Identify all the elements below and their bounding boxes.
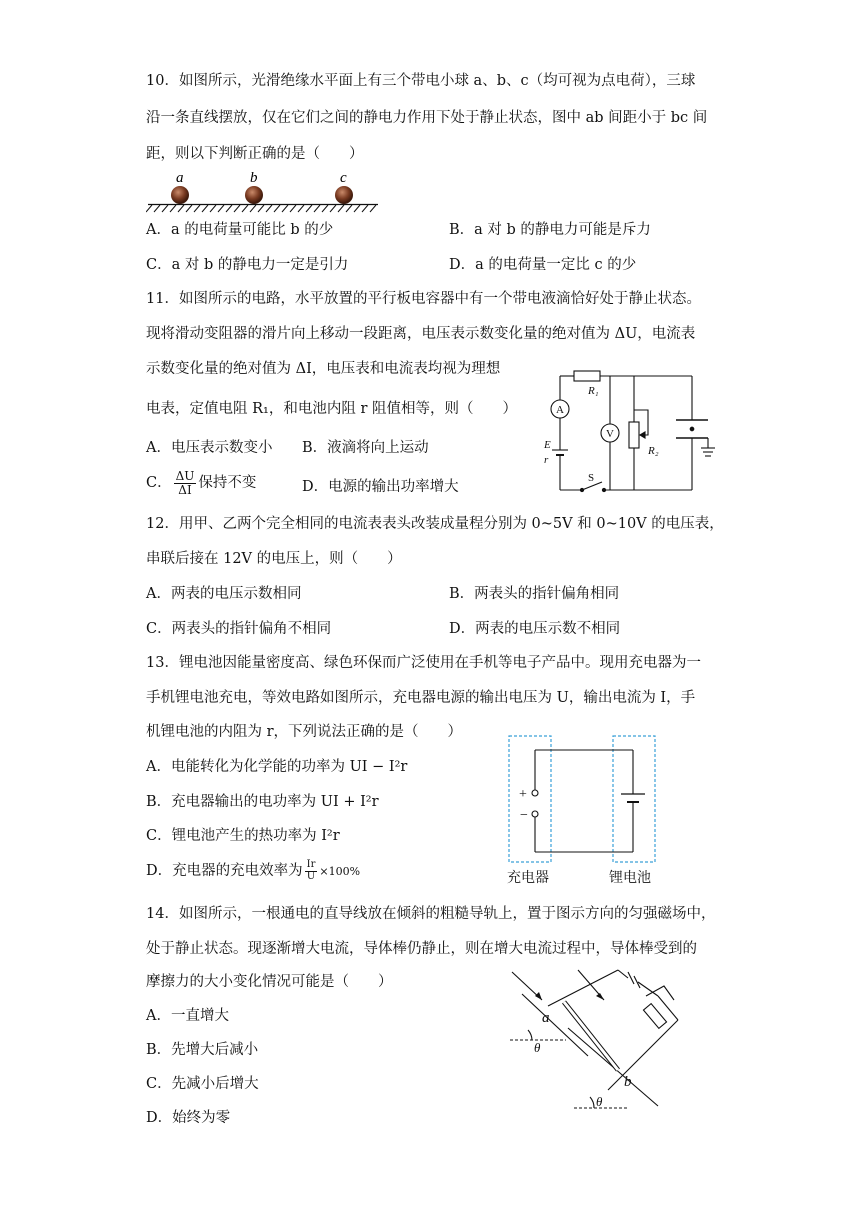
q10-stem-3: 距，则以下判断正确的是（ ） [146, 146, 364, 162]
battery-dashed-box [613, 736, 655, 862]
label-emf: E [544, 439, 551, 451]
label-b: b [624, 1074, 632, 1090]
q11-stem-2: 现将滑动变阻器的滑片向上移动一段距离，电压表示数变化量的绝对值为 ΔU，电流表 [146, 326, 696, 342]
q11-option-b[interactable]: B．液滴将向上运动 [302, 440, 429, 456]
q11-option-c-fraction: $\frac{\Delta U}{\Delta I}$ [175, 469, 195, 497]
q11-stem-1: 11．如图所示的电路，水平放置的平行板电容器中有一个带电液滴恰好处于静止状态。 [146, 291, 701, 307]
plus-sign: + [519, 787, 527, 802]
q11-option-c-prefix: C． [146, 475, 172, 492]
q14-option-b[interactable]: B．先增大后减小 [146, 1042, 259, 1058]
ball-label-b: b [250, 170, 258, 186]
q13-stem-1: 13．锂电池因能量密度高、绿色环保而广泛使用在手机等电子产品中。现用充电器为一 [146, 655, 701, 671]
q13-charging-circuit-figure [505, 734, 665, 886]
q14-stem-3: 摩擦力的大小变化情况可能是（ ） [146, 974, 393, 990]
ball-label-a: a [176, 170, 184, 186]
label-theta-upper: θ [534, 1040, 541, 1055]
q11-option-d[interactable]: D．电源的输出功率增大 [302, 479, 459, 495]
label-voltmeter: V [606, 428, 614, 440]
ball-c [335, 186, 353, 204]
q13-option-d-fraction: $\frac{Ir}{U}$ [306, 859, 316, 882]
q10-stem-1: 10．如图所示，光滑绝缘水平面上有三个带电小球 a、b、c（均可视为点电荷），三球 [146, 73, 696, 89]
label-internal-r: r [544, 454, 549, 466]
q12-stem-2: 串联后接在 12V 的电压上，则（ ） [146, 551, 402, 567]
q11-stem-4: 电表，定值电阻 R₁，和电池内阻 r 阻值相等，则（ ） [146, 401, 517, 417]
q12-option-d[interactable]: D．两表的电压示数不相同 [449, 621, 621, 637]
label-ammeter: A [556, 404, 564, 416]
q10-option-a[interactable]: A．a 的电荷量可能比 b 的少 [146, 222, 334, 238]
q11-circuit-figure [536, 364, 722, 496]
q13-option-b[interactable]: B．充电器输出的电功率为 UI + I²r [146, 794, 379, 810]
battery-label: 锂电池 [609, 871, 651, 886]
q14-option-a[interactable]: A．一直增大 [146, 1008, 229, 1024]
label-theta-lower: θ [596, 1094, 603, 1109]
q11-option-c[interactable] [146, 470, 256, 496]
q11-stem-3: 示数变化量的绝对值为 ΔI，电压表和电流表均视为理想 [146, 361, 501, 377]
q10-figure-three-balls [146, 168, 382, 214]
charger-label: 充电器 [507, 871, 549, 886]
q12-option-c[interactable]: C．两表头的指针偏角不相同 [146, 621, 332, 637]
q13-option-d[interactable] [146, 860, 360, 882]
ground-hatch [146, 205, 376, 212]
q13-option-d-prefix: D．充电器的充电效率为 [146, 863, 303, 879]
minus-sign: − [520, 808, 528, 823]
q14-stem-1: 14．如图所示，一根通电的直导线放在倾斜的粗糙导轨上，置于图示方向的匀强磁场中， [146, 906, 716, 922]
label-a: a [542, 1010, 550, 1026]
q12-option-b[interactable]: B．两表头的指针偏角相同 [449, 586, 620, 602]
q13-option-d-suffix: ×100% [319, 865, 361, 878]
resistor-r1 [574, 371, 600, 381]
q11-option-c-suffix: 保持不变 [198, 475, 257, 492]
q14-stem-2: 处于静止状态。现逐渐增大电流，导体棒仍静止，则在增大电流过程中，导体棒受到的 [146, 941, 697, 957]
q12-stem-1: 12．用甲、乙两个完全相同的电流表表头改装成量程分别为 0~5V 和 0~10V 的电压表， [146, 516, 724, 532]
charger-dashed-box [509, 736, 551, 862]
resistor-r2 [629, 422, 639, 448]
ball-label-c: c [340, 170, 347, 186]
ball-b [245, 186, 263, 204]
q13-option-c[interactable]: C．锂电池产生的热功率为 I²r [146, 828, 340, 844]
q14-inclined-rail-figure [508, 966, 698, 1114]
q10-stem-2: 沿一条直线摆放，仅在它们之间的静电力作用下处于静止状态，图中 ab 间距小于 bc 间 [146, 110, 708, 126]
q10-option-d[interactable]: D．a 的电荷量一定比 c 的少 [449, 257, 637, 273]
ball-a [171, 186, 189, 204]
q13-stem-2: 手机锂电池充电，等效电路如图所示，充电器电源的输出电压为 U，输出电流为 I，手 [146, 690, 696, 706]
q14-option-c[interactable]: C．先减小后增大 [146, 1076, 259, 1092]
q10-option-c[interactable]: C．a 对 b 的静电力一定是引力 [146, 257, 349, 273]
q12-option-a[interactable]: A．两表的电压示数相同 [146, 586, 302, 602]
label-r2: R₂ [648, 445, 659, 457]
q11-option-a[interactable]: A．电压表示数变小 [146, 440, 273, 456]
q13-option-a[interactable]: A．电能转化为化学能的功率为 UI − I²r [146, 759, 408, 775]
q10-option-b[interactable]: B．a 对 b 的静电力可能是斥力 [449, 222, 651, 238]
q14-option-d[interactable]: D．始终为零 [146, 1110, 231, 1126]
q13-stem-3: 机锂电池的内阻为 r，下列说法正确的是（ ） [146, 724, 463, 740]
label-switch: S [588, 472, 595, 484]
label-r1: R₁ [588, 385, 599, 397]
